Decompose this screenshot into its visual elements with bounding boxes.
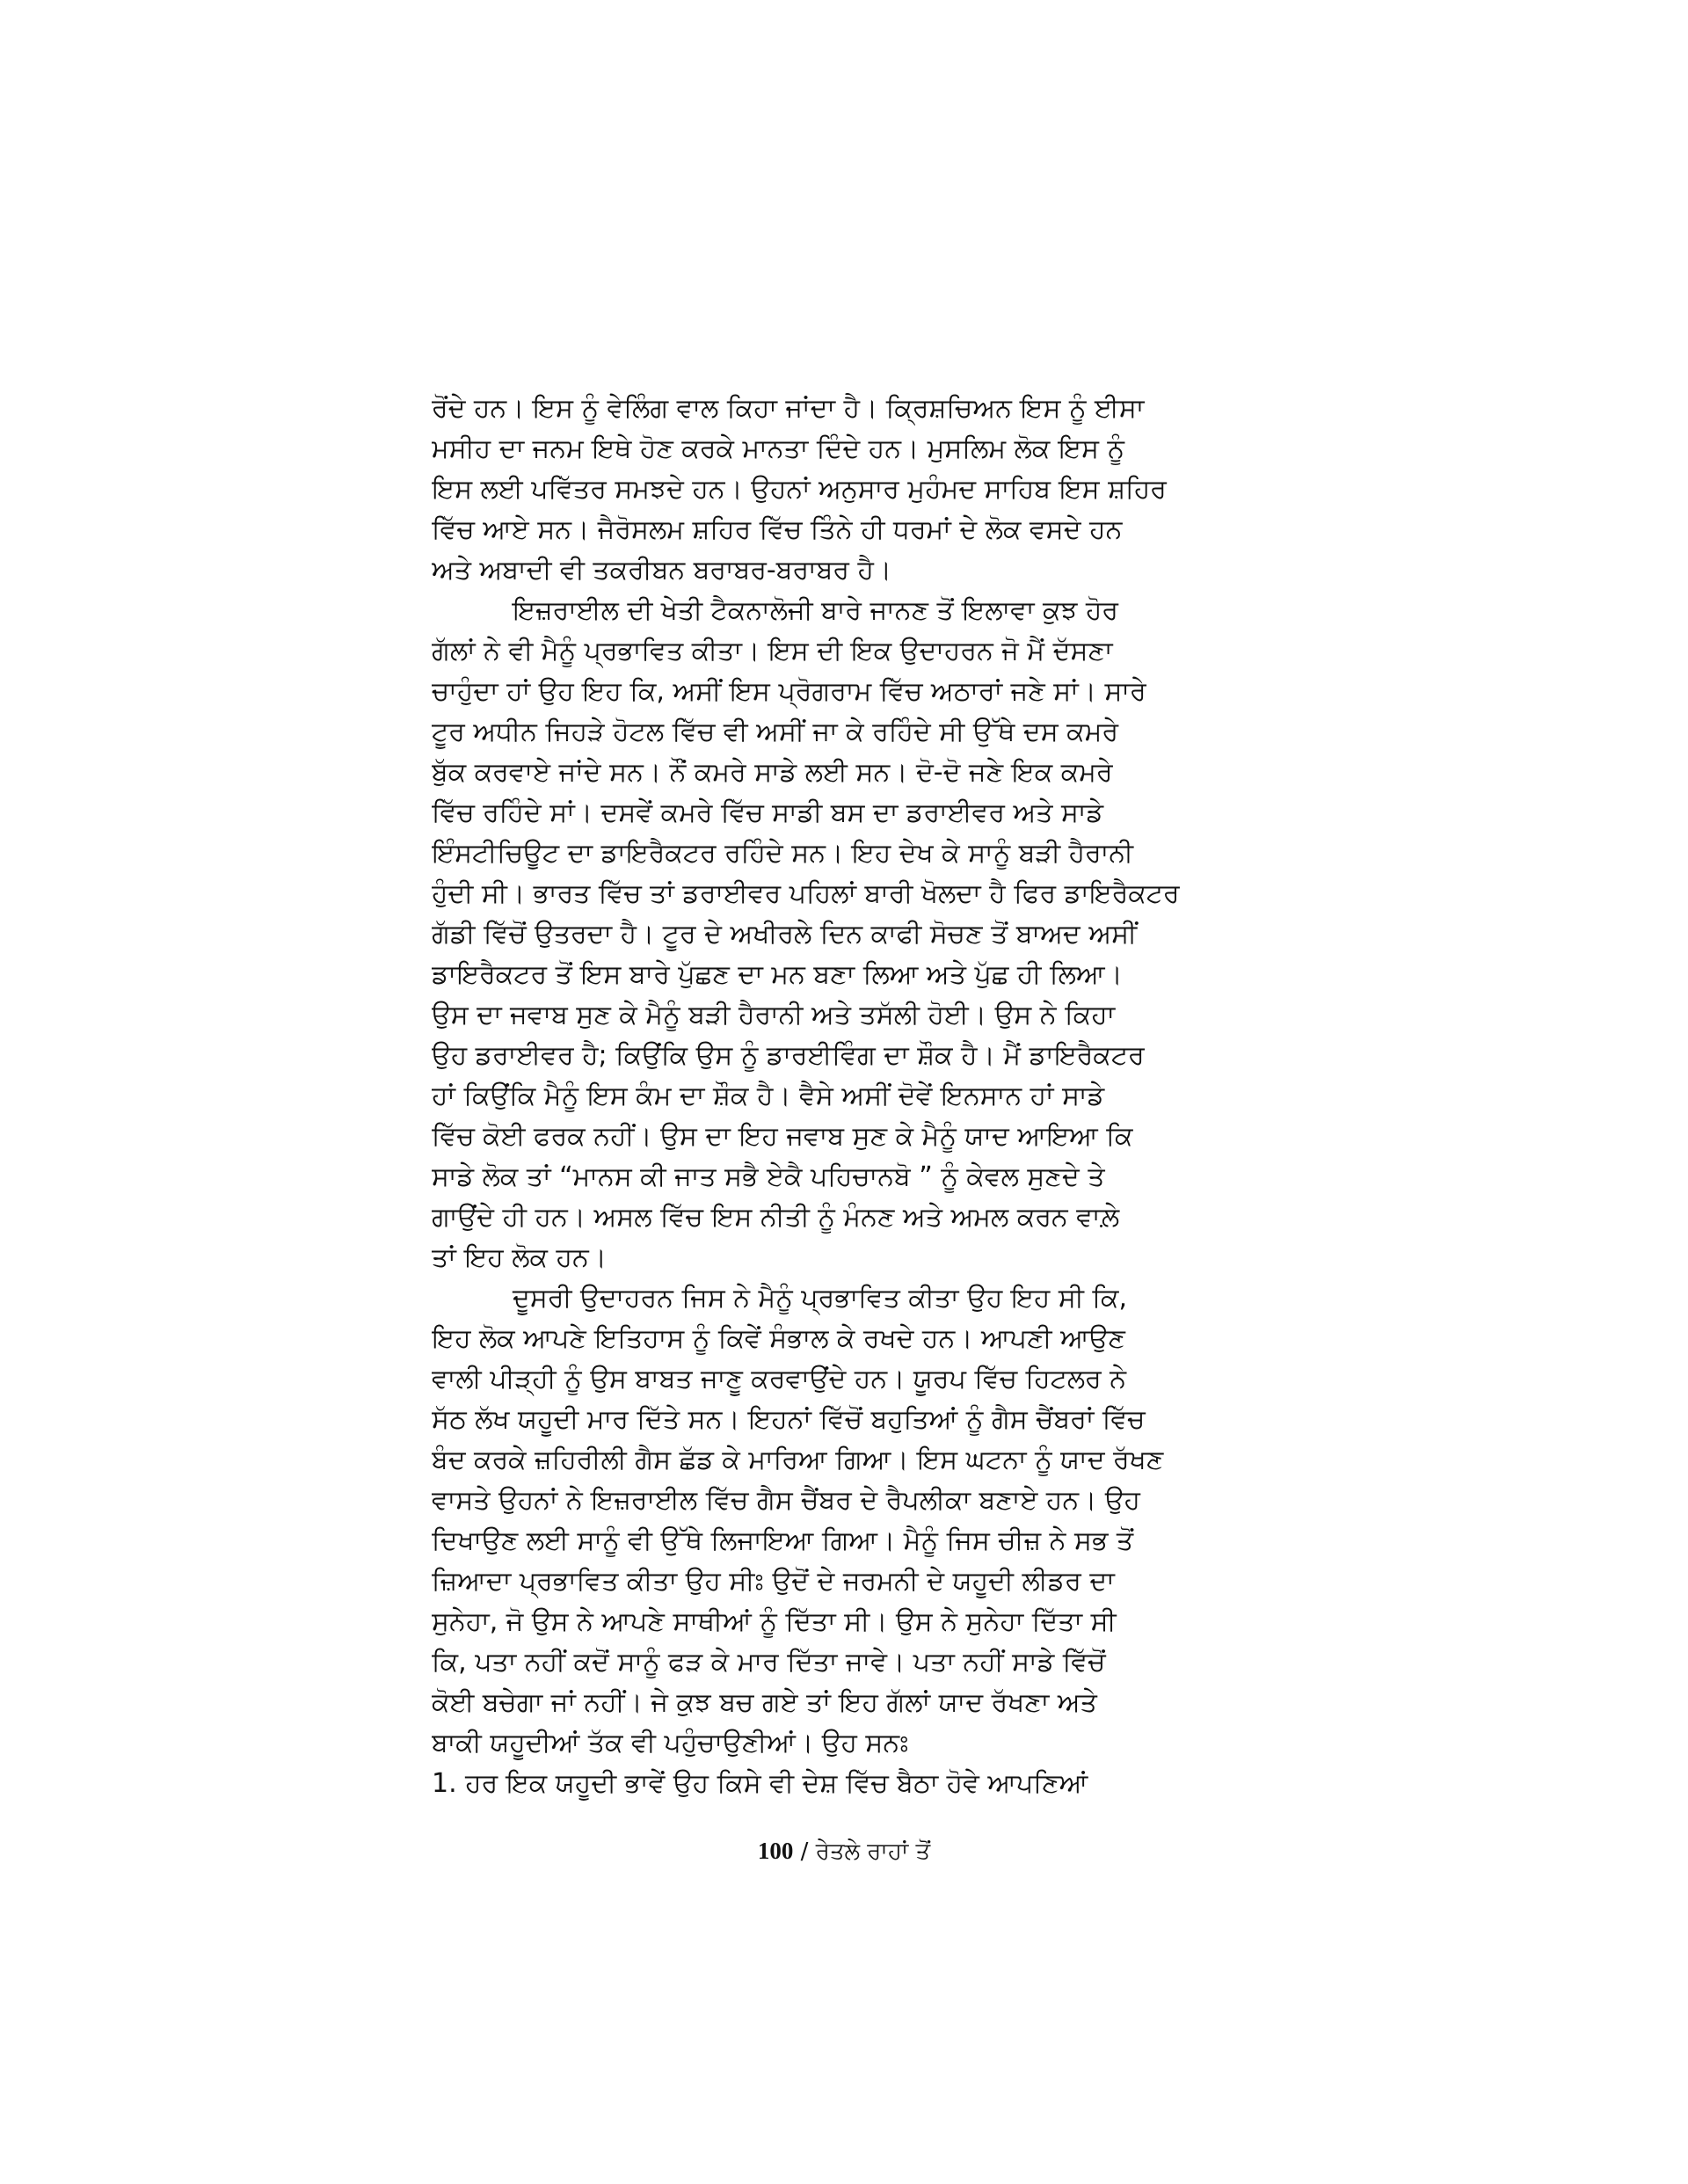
text-line: ਗੱਡੀ ਵਿੱਚੋਂ ਉਤਰਦਾ ਹੈ। ਟੂਰ ਦੇ ਅਖੀਰਲੇ ਦਿਨ ਕਾਫੀ ਸੋਚਣ ਤੋਂ ਬਾਅਦ ਅਸੀਂ (432, 919, 1138, 950)
text-line: ਕੋਈ ਬਚੇਗਾ ਜਾਂ ਨਹੀਂ। ਜੇ ਕੁਝ ਬਚ ਗਏ ਤਾਂ ਇਹ ਗੱਲਾਂ ਯਾਦ ਰੱਖਣਾ ਅਤੇ (432, 1687, 1097, 1718)
text-line: ਵਿੱਚ ਰਹਿੰਦੇ ਸਾਂ। ਦਸਵੇਂ ਕਮਰੇ ਵਿੱਚ ਸਾਡੀ ਬਸ ਦਾ ਡਰਾਈਵਰ ਅਤੇ ਸਾਡੇ (432, 797, 1104, 828)
text-line: ਸੱਠ ਲੱਖ ਯਹੂਦੀ ਮਾਰ ਦਿੱਤੇ ਸਨ। ਇਹਨਾਂ ਵਿੱਚੋਂ ਬਹੁਤਿਆਂ ਨੂੰ ਗੈਸ ਚੈਂਬਰਾਂ ਵਿੱਚ (432, 1404, 1146, 1435)
text-line: ਬੁੱਕ ਕਰਵਾਏ ਜਾਂਦੇ ਸਨ। ਨੌਂ ਕਮਰੇ ਸਾਡੇ ਲਈ ਸਨ। ਦੋ-ਦੋ ਜਣੇ ਇਕ ਕਮਰੇ (432, 757, 1113, 788)
text-line: ਚਾਹੁੰਦਾ ਹਾਂ ਉਹ ਇਹ ਕਿ, ਅਸੀਂ ਇਸ ਪ੍ਰੋਗਰਾਮ ਵਿੱਚ ਅਠਾਰਾਂ ਜਣੇ ਸਾਂ। ਸਾਰੇ (432, 676, 1146, 707)
list-item-line: 1. ਹਰ ਇਕ ਯਹੂਦੀ ਭਾਵੇਂ ਉਹ ਕਿਸੇ ਵੀ ਦੇਸ਼ ਵਿੱਚ ਬੈਠਾ ਹੋਵੇ ਆਪਣਿਆਂ (432, 1768, 1088, 1799)
text-line: ਉਹ ਡਰਾਈਵਰ ਹੈ; ਕਿਉਂਕਿ ਉਸ ਨੂੰ ਡਾਰਈਵਿੰਗ ਦਾ ਸ਼ੌਕ ਹੈ। ਮੈਂ ਡਾਇਰੈਕਟਰ (432, 1040, 1145, 1071)
text-line: ਡਾਇਰੈਕਟਰ ਤੋਂ ਇਸ ਬਾਰੇ ਪੁੱਛਣ ਦਾ ਮਨ ਬਣਾ ਲਿਆ ਅਤੇ ਪੁੱਛ ਹੀ ਲਿਆ। (432, 959, 1123, 990)
text-line: ਬੰਦ ਕਰਕੇ ਜ਼ਹਿਰੀਲੀ ਗੈਸ ਛੱਡ ਕੇ ਮਾਰਿਆ ਗਿਆ। ਇਸ ਘਟਨਾ ਨੂੰ ਯਾਦ ਰੱਖਣ (432, 1445, 1164, 1475)
text-line: ਗੱਲਾਂ ਨੇ ਵੀ ਮੈਨੂੰ ਪ੍ਰਭਾਵਿਤ ਕੀਤਾ। ਇਸ ਦੀ ਇਕ ਉਦਾਹਰਨ ਜੋ ਮੈਂ ਦੱਸਣਾ (432, 636, 1113, 666)
page-footer (0, 1836, 1688, 1867)
text-line: ਹੁੰਦੀ ਸੀ। ਭਾਰਤ ਵਿੱਚ ਤਾਂ ਡਰਾਈਵਰ ਪਹਿਲਾਂ ਬਾਰੀ ਖੋਲਦਾ ਹੈ ਫਿਰ ਡਾਇਰੈਕਟਰ (432, 878, 1180, 909)
text-line: ਵਿੱਚ ਕੋਈ ਫਰਕ ਨਹੀਂ। ਉਸ ਦਾ ਇਹ ਜਵਾਬ ਸੁਣ ਕੇ ਮੈਨੂੰ ਯਾਦ ਆਇਆ ਕਿ (432, 1121, 1133, 1152)
text-line: ਗਾਉਂਦੇ ਹੀ ਹਨ। ਅਸਲ ਵਿੱਚ ਇਸ ਨੀਤੀ ਨੂੰ ਮੰਨਣ ਅਤੇ ਅਮਲ ਕਰਨ ਵਾਲ਼ੇ (432, 1202, 1120, 1233)
text-line: ਸਾਡੇ ਲੋਕ ਤਾਂ “ਮਾਨਸ ਕੀ ਜਾਤ ਸਭੈ ਏਕੈ ਪਹਿਚਾਨਬੋ ” ਨੂੰ ਕੇਵਲ ਸੁਣਦੇ ਤੇ (432, 1161, 1105, 1192)
text-line: ਇਸ ਲਈ ਪਵਿੱਤਰ ਸਮਝਦੇ ਹਨ। ਉਹਨਾਂ ਅਨੁਸਾਰ ਮੁਹੰਮਦ ਸਾਹਿਬ ਇਸ ਸ਼ਹਿਰ (432, 474, 1167, 505)
text-line: ਅਤੇ ਅਬਾਦੀ ਵੀ ਤਕਰੀਬਨ ਬਰਾਬਰ-ਬਰਾਬਰ ਹੈ। (432, 555, 892, 586)
text-line: ਹਾਂ ਕਿਉਂਕਿ ਮੈਨੂੰ ਇਸ ਕੰਮ ਦਾ ਸ਼ੌਕ ਹੈ। ਵੈਸੇ ਅਸੀਂ ਦੋਵੇਂ ਇਨਸਾਨ ਹਾਂ ਸਾਡੇ (432, 1081, 1105, 1111)
text-line: ਰੋਂਦੇ ਹਨ। ਇਸ ਨੂੰ ਵੇਲਿੰਗ ਵਾਲ ਕਿਹਾ ਜਾਂਦਾ ਹੈ। ਕ੍ਰਿਸ਼ਚਿਅਨ ਇਸ ਨੂੰ ਈਸਾ (432, 393, 1145, 424)
text-line: ਬਾਕੀ ਯਹੂਦੀਆਂ ਤੱਕ ਵੀ ਪਹੁੰਚਾਉਣੀਆਂ। ਉਹ ਸਨਃ (432, 1728, 909, 1758)
text-line: ਜ਼ਿਆਦਾ ਪ੍ਰਭਾਵਿਤ ਕੀਤਾ ਉਹ ਸੀਃ ਉਦੋਂ ਦੇ ਜਰਮਨੀ ਦੇ ਯਹੂਦੀ ਲੀਡਰ ਦਾ (432, 1566, 1115, 1597)
book-title: ਰੇਤਲੇ ਰਾਹਾਂ ਤੋਂ (815, 1838, 931, 1865)
text-line: ਵਿੱਚ ਆਏ ਸਨ। ਜੈਰੋਸਲਮ ਸ਼ਹਿਰ ਵਿੱਚ ਤਿੰਨੇ ਹੀ ਧਰਮਾਂ ਦੇ ਲੋਕ ਵਸਦੇ ਹਨ (432, 514, 1123, 545)
text-line: ਇੰਸਟੀਚਿਊਟ ਦਾ ਡਾਇਰੈਕਟਰ ਰਹਿੰਦੇ ਸਨ। ਇਹ ਦੇਖ ਕੇ ਸਾਨੂੰ ਬੜੀ ਹੈਰਾਨੀ (432, 838, 1134, 869)
text-line: ਟੂਰ ਅਧੀਨ ਜਿਹੜੇ ਹੋਟਲ ਵਿੱਚ ਵੀ ਅਸੀਂ ਜਾ ਕੇ ਰਹਿੰਦੇ ਸੀ ਉੱਥੇ ਦਸ ਕਮਰੇ (432, 717, 1119, 747)
text-line: ਉਸ ਦਾ ਜਵਾਬ ਸੁਣ ਕੇ ਮੈਨੂੰ ਬੜੀ ਹੈਰਾਨੀ ਅਤੇ ਤਸੱਲੀ ਹੋਈ। ਉਸ ਨੇ ਕਿਹਾ (432, 1000, 1116, 1030)
text-line: ਵਾਲੀ ਪੀੜ੍ਹੀ ਨੂੰ ਉਸ ਬਾਬਤ ਜਾਣੂ ਕਰਵਾਉਂਦੇ ਹਨ। ਯੂਰਪ ਵਿੱਚ ਹਿਟਲਰ ਨੇ (432, 1364, 1127, 1394)
text-line: ਦਿਖਾਉਣ ਲਈ ਸਾਨੂੰ ਵੀ ਉੱਥੇ ਲਿਜਾਇਆ ਗਿਆ। ਮੈਨੂੰ ਜਿਸ ਚੀਜ਼ ਨੇ ਸਭ ਤੋਂ (432, 1525, 1134, 1556)
body-text (432, 389, 1267, 1804)
text-line: ਇਹ ਲੋਕ ਆਪਣੇ ਇਤਿਹਾਸ ਨੂੰ ਕਿਵੇਂ ਸੰਭਾਲ ਕੇ ਰਖਦੇ ਹਨ। ਆਪਣੀ ਆਉਣ (432, 1323, 1125, 1354)
text-line: ਤਾਂ ਇਹ ਲੋਕ ਹਨ। (432, 1242, 607, 1273)
text-line: ਕਿ, ਪਤਾ ਨਹੀਂ ਕਦੋਂ ਸਾਨੂੰ ਫੜ ਕੇ ਮਾਰ ਦਿੱਤਾ ਜਾਵੇ। ਪਤਾ ਨਹੀਂ ਸਾਡੇ ਵਿੱਚੋਂ (432, 1647, 1106, 1678)
text-line: ਸੁਨੇਹਾ, ਜੋ ਉਸ ਨੇ ਆਪਣੇ ਸਾਥੀਆਂ ਨੂੰ ਦਿੱਤਾ ਸੀ। ਉਸ ਨੇ ਸੁਨੇਹਾ ਦਿੱਤਾ ਸੀ (432, 1606, 1117, 1637)
text-line: ਮਸੀਹ ਦਾ ਜਨਮ ਇਥੇ ਹੋਣ ਕਰਕੇ ਮਾਨਤਾ ਦਿੰਦੇ ਹਨ। ਮੁਸਲਿਮ ਲੋਕ ਇਸ ਨੂੰ (432, 433, 1124, 464)
footer-separator: / (793, 1838, 816, 1865)
paragraph-start-line: ਦੂਸਰੀ ਉਦਾਹਰਨ ਜਿਸ ਨੇ ਮੈਨੂੰ ਪ੍ਰਭਾਵਿਤ ਕੀਤਾ ਉਹ ਇਹ ਸੀ ਕਿ, (513, 1283, 1128, 1314)
text-line: ਵਾਸਤੇ ਉਹਨਾਂ ਨੇ ਇਜ਼ਰਾਈਲ ਵਿੱਚ ਗੈਸ ਚੈਂਬਰ ਦੇ ਰੈਪਲੀਕਾ ਬਣਾਏ ਹਨ। ਉਹ (432, 1485, 1140, 1516)
page-number: 100 (757, 1838, 794, 1864)
paragraph-start-line: ਇਜ਼ਰਾਈਲ ਦੀ ਖੇਤੀ ਟੈਕਨਾਲੋਜੀ ਬਾਰੇ ਜਾਨਣ ਤੋਂ ਇਲਾਵਾ ਕੁਝ ਹੋਰ (513, 595, 1119, 626)
